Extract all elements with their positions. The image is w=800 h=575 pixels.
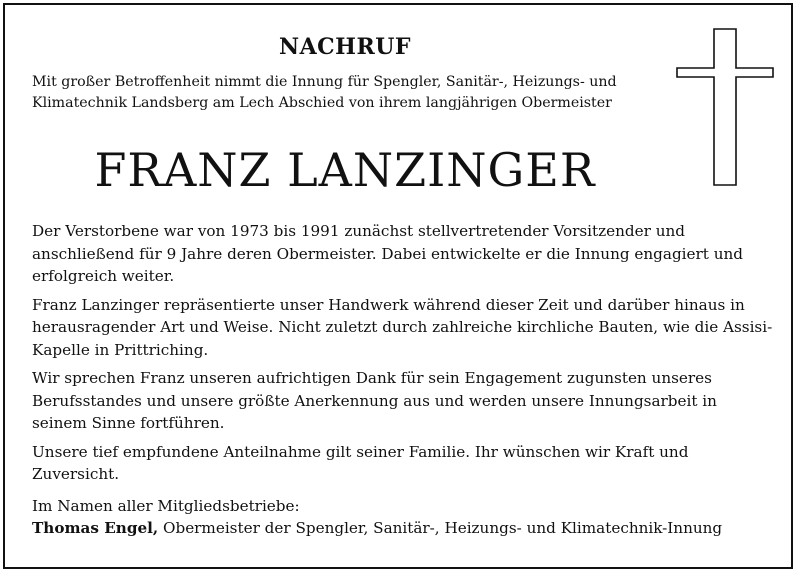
notice-body	[32, 220, 774, 492]
paragraph-gratitude: Wir sprechen Franz unseren aufrichtigen Dank für sein Engagement zugunsten unseres Berufsstandes und unsere größte Anerkennung aus und werden unsere Innungsarbeit in seinem Sinne fortführen.	[32, 369, 717, 432]
paragraph-tenure: Der Verstorbene war von 1973 bis 1991 zunächst stellvertretender Vorsitzender und anschließend für 9 Jahre deren Obermeister. Dabei entwickelte er die Innung engagiert und erfolgreich weiter.	[32, 222, 743, 285]
paragraph-representation: Franz Lanzinger repräsentierte unser Handwerk während dieser Zeit und darüber hinaus in herausragender Art und Weise. Nicht zuletzt durch zahlreiche kirchliche Bauten, wie die Assisi-Kapelle in Prittriching.	[32, 295, 773, 359]
deceased-name: FRANZ LANZINGER	[94, 143, 596, 197]
cross-icon	[676, 28, 774, 186]
paragraph-condolence: Unsere tief empfundene Anteilnahme gilt seiner Familie. Ihr wünschen wir Kraft und Zuversicht.	[32, 442, 689, 483]
signer-name: Thomas Engel,	[32, 519, 159, 537]
signoff	[32, 495, 774, 539]
notice-intro: Mit großer Betroffenheit nimmt die Innung für Spengler, Sanitär-, Heizungs- und Klimatechnik Landsberg am Lech Abschied von ihrem langjährigen Obermeister	[32, 74, 617, 111]
signoff-on-behalf: Im Namen aller Mitgliedsbetriebe:	[32, 497, 300, 515]
signer-role: Obermeister der Spengler, Sanitär-, Heizungs- und Klimatechnik-Innung	[163, 519, 723, 537]
signoff-signer	[32, 517, 774, 539]
notice-heading: NACHRUF	[278, 34, 412, 60]
